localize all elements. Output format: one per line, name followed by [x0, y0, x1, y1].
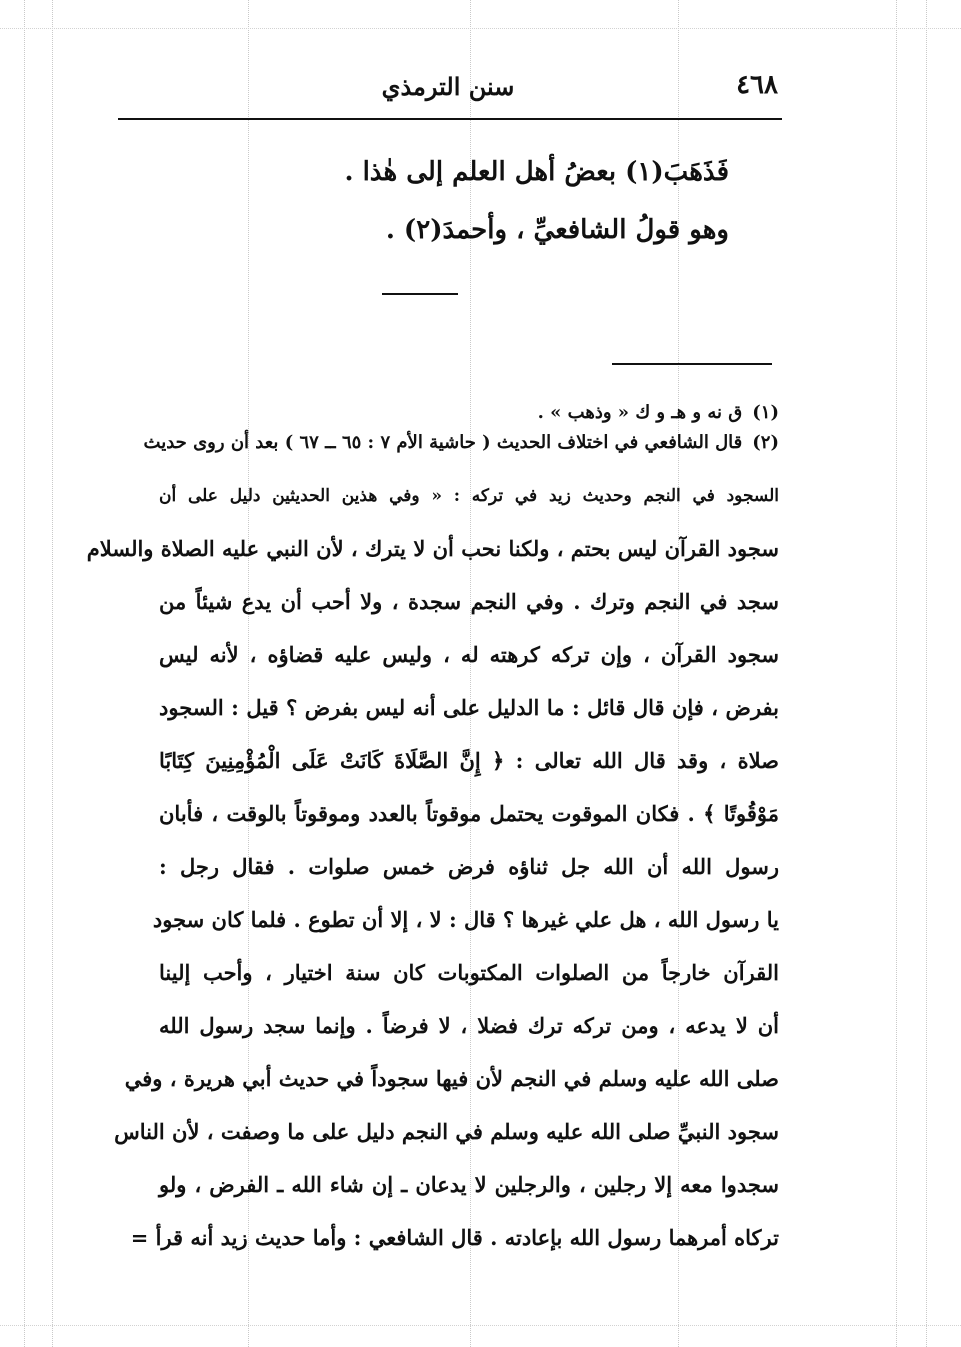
footnote-line: صلاة ، وقد قال الله تعالى : ﴿ إِنَّ الصَّلَاةَ كَانَتْ عَلَى الْمُؤْمِنِينَ كِتَابًا [159, 748, 779, 773]
footnote-line: سجود القرآن ، وإن تركه كرهته له ، وليس عليه قضاؤه ، لأنه ليس [159, 642, 779, 667]
scan-guide-vertical [896, 0, 897, 1347]
footnote-line: تركاه أمرهما رسول الله بإعادته . قال الشافعي : وأما حديث زيد أنه قرأ = [130, 1225, 779, 1250]
footnote-line: أن لا يدعه ، ومن تركه ترك فضلا ، لا فرضاً . وإنما سجد رسول الله [159, 1013, 779, 1038]
footnote-line: السجود في النجم وحديث زيد في تركه : « وفي هذين الحديثين دليل على أن [159, 486, 779, 506]
footnote-line: صلى الله عليه وسلم في النجم لأن فيها سجوداً في حديث أبي هريرة ، وفي [124, 1066, 779, 1091]
footnote-line: سجد في النجم وترك . وفي النجم سجدة ، ولا أحب أن يدع شيئاً من [159, 589, 779, 614]
footnote-mark: (٢) [752, 432, 779, 453]
header-rule [118, 118, 782, 120]
footnote-line: سجود القرآن ليس بحتم ، ولكنا نحب أن لا يترك ، لأن النبي عليه الصلاة والسلام [86, 536, 779, 561]
scan-guide-horizontal [0, 1325, 961, 1326]
footnote-line: رسول الله أن الله جل ثناؤه فرض خمس صلوات . فقال رجل : [159, 854, 779, 879]
scan-guide-vertical [52, 0, 53, 1347]
running-title: سنن الترمذي [381, 72, 515, 101]
footnote-text: ق نه و هـ و ك « وذهب » . [537, 402, 743, 423]
page-header [118, 70, 778, 120]
footnote-mark: (١) [752, 402, 779, 423]
scan-guide-vertical [926, 0, 927, 1347]
main-text [209, 150, 729, 266]
footnote-line: بفرض ، فإن قال قائل : ما الدليل على أنه ليس بفرض ؟ قيل : السجود [159, 695, 779, 720]
footnote-2 [119, 428, 779, 458]
footnote-line: سجود النبيِّ صلى الله عليه وسلم في النجم دليل على ما وصفت ، لأن الناس [114, 1119, 779, 1144]
footnote-line: يا رسول الله ، هل علي غيرها ؟ قال : لا ، إلا أن تطوع . فلما كان سجود [152, 907, 779, 932]
footnote-line: القرآن خارجاً من الصلوات المكتوبات كان سنة اختيار ، وأحب إلينا [159, 960, 779, 985]
footnote-1 [119, 398, 779, 428]
footnote-divider [612, 363, 772, 365]
page-number: ٤٦٨ [736, 70, 778, 100]
footnote-line: مَوْقُوتًا ﴾ . فكان الموقوت يحتمل موقوتاً بالعدد وموقوتاً بالوقت ، فأبان [159, 801, 779, 826]
footnotes [119, 398, 779, 458]
scan-guide-vertical [24, 0, 25, 1347]
body-line: وهو قولُ الشافعيِّ ، وأحمدَ(٢) . [385, 215, 729, 245]
section-divider [382, 293, 458, 295]
footnote-text: قال الشافعي في اختلاف الحديث ( حاشية الأم ٧ : ٦٥ ــ ٦٧ ) بعد أن روى حديث [143, 432, 743, 453]
body-line: فَذَهَبَ(١) بعضُ أهل العلم إلى هٰذا . [344, 157, 729, 187]
scan-guide-horizontal [0, 28, 961, 29]
footnote-2-continuation [86, 476, 779, 1271]
footnote-line: سجدوا معه إلا رجلين ، والرجلين لا يدعان ـ إن شاء الله ـ الفرض ، ولو [159, 1172, 779, 1197]
